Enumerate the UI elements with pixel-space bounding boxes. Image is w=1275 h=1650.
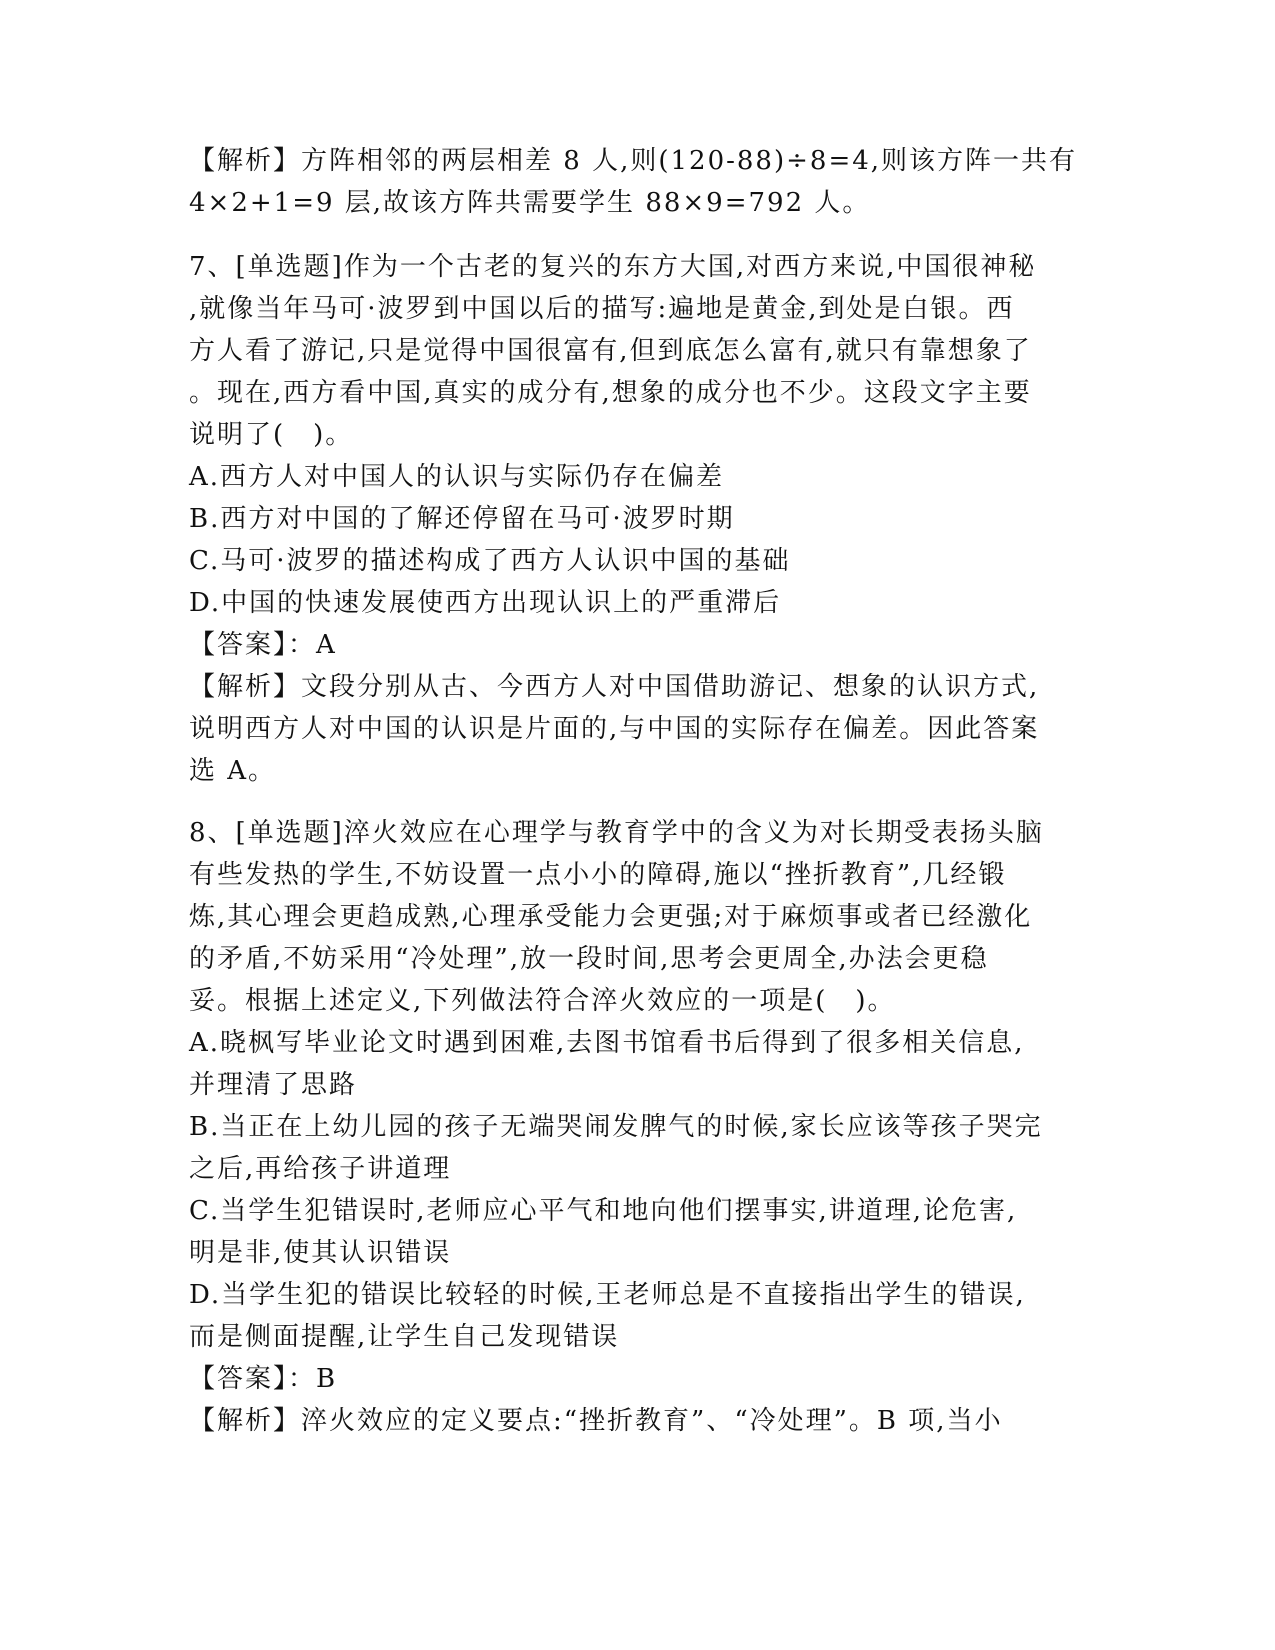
q8-option-d-line-1: D.当学生犯的错误比较轻的时候,王老师总是不直接指出学生的错误, xyxy=(189,1280,1026,1310)
q7-analysis-line-3: 选 A。 xyxy=(189,756,277,786)
q8-stem-line-1: 8、[单选题]淬火效应在心理学与教育学中的含义为对长期受表扬头脑 xyxy=(189,818,1044,848)
q7-stem-line-3: 方人看了游记,只是觉得中国很富有,但到底怎么富有,就只有靠想象了 xyxy=(189,336,1032,366)
q8-analysis-line-1: 【解析】淬火效应的定义要点:“挫折教育”、“冷处理”。B 项,当小 xyxy=(189,1406,1003,1436)
q8-option-d-line-2: 而是侧面提醒,让学生自己发现错误 xyxy=(189,1322,620,1352)
q7-option-a: A.西方人对中国人的认识与实际仍存在偏差 xyxy=(189,462,725,492)
q7-stem-line-4: 。现在,西方看中国,真实的成分有,想象的成分也不少。这段文字主要 xyxy=(189,378,1032,408)
q8-answer: 【答案】：B xyxy=(189,1364,338,1394)
q8-option-b-line-2: 之后,再给孩子讲道理 xyxy=(189,1154,452,1184)
q8-stem-line-3: 炼,其心理会更趋成熟,心理承受能力会更强;对于麻烦事或者已经激化 xyxy=(189,902,1033,932)
q8-stem-line-5: 妥。根据上述定义,下列做法符合淬火效应的一项是( )。 xyxy=(189,986,896,1016)
q7-option-d: D.中国的快速发展使西方出现认识上的严重滞后 xyxy=(189,588,782,618)
q8-option-b-line-1: B.当正在上幼儿园的孩子无端哭闹发脾气的时候,家长应该等孩子哭完 xyxy=(189,1112,1043,1142)
q6-analysis-line-1: 【解析】方阵相邻的两层相差 8 人,则(120-88)÷8=4,则该方阵一共有 xyxy=(189,146,1078,176)
q8-option-a-line-1: A.晓枫写毕业论文时遇到困难,去图书馆看书后得到了很多相关信息, xyxy=(189,1028,1025,1058)
q7-stem-line-1: 7、[单选题]作为一个古老的复兴的东方大国,对西方来说,中国很神秘 xyxy=(189,252,1037,282)
q7-stem-line-2: ,就像当年马可·波罗到中国以后的描写:遍地是黄金,到处是白银。西 xyxy=(189,294,1015,324)
q7-analysis-line-2: 说明西方人对中国的认识是片面的,与中国的实际存在偏差。因此答案 xyxy=(189,714,1040,744)
q7-answer: 【答案】：A xyxy=(189,630,337,660)
q8-option-c-line-2: 明是非,使其认识错误 xyxy=(189,1238,452,1268)
q7-option-c: C.马可·波罗的描述构成了西方人认识中国的基础 xyxy=(189,546,791,576)
q7-analysis-line-1: 【解析】文段分别从古、今西方人对中国借助游记、想象的认识方式, xyxy=(189,672,1040,702)
q8-option-c-line-1: C.当学生犯错误时,老师应心平气和地向他们摆事实,讲道理,论危害, xyxy=(189,1196,1018,1226)
q8-stem-line-4: 的矛盾,不妨采用“冷处理”,放一段时间,思考会更周全,办法会更稳 xyxy=(189,944,989,974)
q6-analysis-line-2: 4×2+1=9 层,故该方阵共需要学生 88×9=792 人。 xyxy=(189,188,871,218)
q8-option-a-line-2: 并理清了思路 xyxy=(189,1070,358,1100)
q8-stem-line-2: 有些发热的学生,不妨设置一点小小的障碍,施以“挫折教育”,几经锻 xyxy=(189,860,1007,890)
q7-stem-line-5: 说明了( )。 xyxy=(189,420,354,450)
q7-option-b: B.西方对中国的了解还停留在马可·波罗时期 xyxy=(189,504,735,534)
